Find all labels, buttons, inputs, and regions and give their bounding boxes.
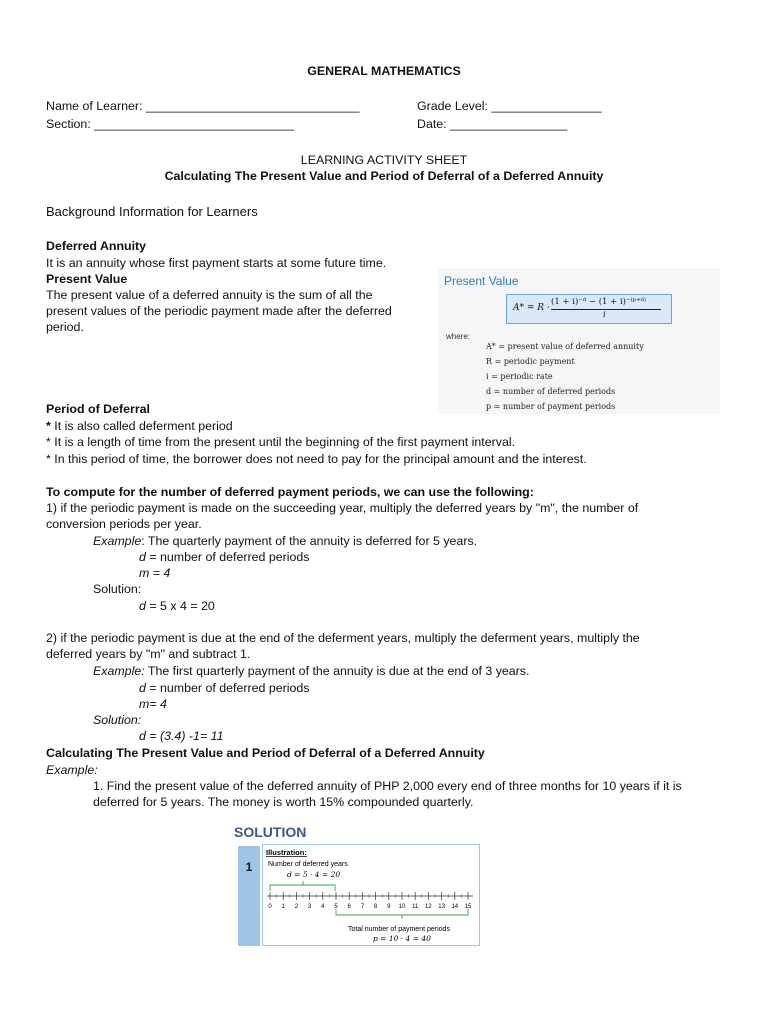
- example-1-label: Example: [93, 534, 142, 548]
- solution-2-label: Solution:: [93, 713, 142, 727]
- pv-where-label: where:: [446, 332, 471, 341]
- sheet-title: Calculating The Present Value and Period of Deferral of a Deferred Annuity: [164, 169, 604, 183]
- present-value-text-1: The present value of a deferred annuity is the sum of all the: [46, 288, 373, 302]
- pv-formula-denominator: i: [603, 310, 606, 320]
- d-definition: = number of deferred periods: [145, 550, 310, 564]
- present-value-text-2: present values of the periodic payment made after the deferred: [46, 304, 392, 318]
- rule-1-line-2: conversion periods per year.: [46, 517, 202, 531]
- pv-formula-lhs: A* = R ·: [513, 303, 550, 313]
- pv-fraction-bar: [551, 309, 661, 310]
- pv-figure-title: Present Value: [444, 274, 519, 288]
- pv-formula-numerator: (1 + i)⁻ᵈ − (1 + i)⁻⁽ᵖ⁺ᵈ⁾: [551, 297, 646, 307]
- deferral-bullet-1-text: It is also called deferment period: [50, 419, 233, 433]
- total-periods-label: Total number of payment periods: [348, 926, 450, 933]
- d-variable: d: [139, 550, 146, 564]
- rule-2-line-1: 2) if the periodic payment is due at the end of the deferment years, multiply the deferment years, multiply the: [46, 631, 640, 645]
- deferral-bullet-2: * It is a length of time from the present until the beginning of the first payment interval.: [46, 435, 516, 449]
- name-of-learner-field[interactable]: Name of Learner: _______________________________: [46, 99, 360, 113]
- example-2-d: [139, 681, 310, 695]
- solution-1-text: = 5 x 4 = 20: [145, 599, 215, 613]
- solution-figure: [232, 822, 482, 950]
- example-2-text: The first quarterly payment of the annuity is due at the end of 3 years.: [144, 664, 530, 678]
- bullet-star: *: [46, 419, 51, 433]
- timeline-tick-label: 12: [425, 904, 432, 910]
- timeline-tick-label: 7: [360, 904, 365, 910]
- example-1-m: m = 4: [139, 566, 171, 580]
- deferral-bullet-3: * In this period of time, the borrower does not need to pay for the principal amount and the interest.: [46, 452, 587, 466]
- present-value-text-3: period.: [46, 320, 84, 334]
- pv-formula-box: [506, 294, 672, 324]
- sheet-label: LEARNING ACTIVITY SHEET: [300, 153, 468, 167]
- d-variable: d: [139, 681, 146, 695]
- timeline-tick-label: 4: [321, 904, 325, 910]
- pv-legend-item: A* = present value of deferred annuity: [486, 342, 644, 351]
- example-2: [93, 664, 529, 678]
- timeline-tick-label: 9: [387, 904, 391, 910]
- deferred-annuity-text: It is an annuity whose first payment starts at some future time.: [46, 256, 387, 270]
- timeline-tick-label: 3: [307, 904, 312, 910]
- compute-heading: To compute for the number of deferred payment periods, we can use the following:: [46, 485, 534, 499]
- timeline-tick-label: 13: [438, 904, 445, 910]
- date-field[interactable]: Date: _________________: [417, 117, 568, 131]
- pv-legend-item: d = number of deferred periods: [486, 387, 616, 396]
- example-1: [93, 534, 477, 548]
- timeline-tick-label: 1: [281, 904, 285, 910]
- deferred-bracket: [270, 885, 335, 891]
- present-value-heading: Present Value: [46, 272, 128, 286]
- example-1-text: : The quarterly payment of the annuity is deferred for 5 years.: [141, 534, 478, 548]
- problem-line-2: deferred for 5 years. The money is worth 15% compounded quarterly.: [93, 795, 474, 809]
- doc-title: GENERAL MATHEMATICS: [307, 64, 461, 78]
- timeline-tick-label: 8: [373, 904, 378, 910]
- problem-line-1: 1. Find the present value of the deferred annuity of PHP 2,000 every end of three months for 10 years if it is: [93, 779, 682, 793]
- present-value-formula-figure: [438, 268, 720, 414]
- d-definition: = number of deferred periods: [145, 681, 310, 695]
- solution-2-text: d = (3.4) -1= 11: [139, 729, 224, 743]
- deferred-annuity-heading: Deferred Annuity: [46, 239, 147, 253]
- section-field[interactable]: Section: _____________________________: [46, 117, 295, 131]
- deferred-equation: d = 5 · 4 = 20: [287, 870, 341, 879]
- grade-level-field[interactable]: Grade Level: ________________: [417, 99, 602, 113]
- example-2-label: Example:: [93, 664, 145, 678]
- calc-example-label: Example:: [46, 763, 98, 777]
- pv-legend-item: i = periodic rate: [486, 372, 553, 381]
- timeline-tick-label: 0: [268, 904, 272, 910]
- timeline-tick-label: 5: [334, 904, 338, 910]
- timeline-tick-label: 11: [412, 904, 419, 910]
- solution-illustration-panel: [262, 844, 480, 946]
- timeline-tick-label: 15: [464, 904, 472, 910]
- timeline-tick-label: 6: [347, 904, 351, 910]
- deferral-bullet-1: [46, 419, 233, 433]
- example-1-d: [139, 550, 310, 564]
- solution-step-number: 1: [245, 860, 253, 874]
- timeline-tick-label: 2: [294, 904, 299, 910]
- period-of-deferral-heading: Period of Deferral: [46, 402, 150, 416]
- total-equation: p = 10 · 4 = 40: [373, 934, 431, 943]
- timeline-tick-label: 14: [451, 904, 459, 910]
- timeline-illustration: [263, 845, 479, 945]
- illustration-label: Illustration:: [266, 848, 307, 857]
- background-heading: Background Information for Learners: [46, 204, 258, 219]
- example-2-m: m= 4: [139, 697, 167, 711]
- solution-1: [139, 599, 215, 613]
- solution-1-label: Solution:: [93, 582, 142, 596]
- timeline-tick-label: 10: [398, 904, 406, 910]
- pv-legend-item: R = periodic payment: [486, 357, 575, 366]
- calculating-heading: Calculating The Present Value and Period of Deferral of a Deferred Annuity: [46, 746, 485, 760]
- pv-legend-item: p = number of payment periods: [486, 402, 616, 411]
- solution-title: SOLUTION: [234, 824, 307, 840]
- d-variable: d: [139, 599, 146, 613]
- rule-1-line-1: 1) if the periodic payment is made on the succeeding year, multiply the deferred years by "m", the number of: [46, 501, 639, 515]
- deferred-years-label: Number of deferred years: [268, 861, 348, 868]
- rule-2-line-2: deferred years by "m" and subtract 1.: [46, 647, 251, 661]
